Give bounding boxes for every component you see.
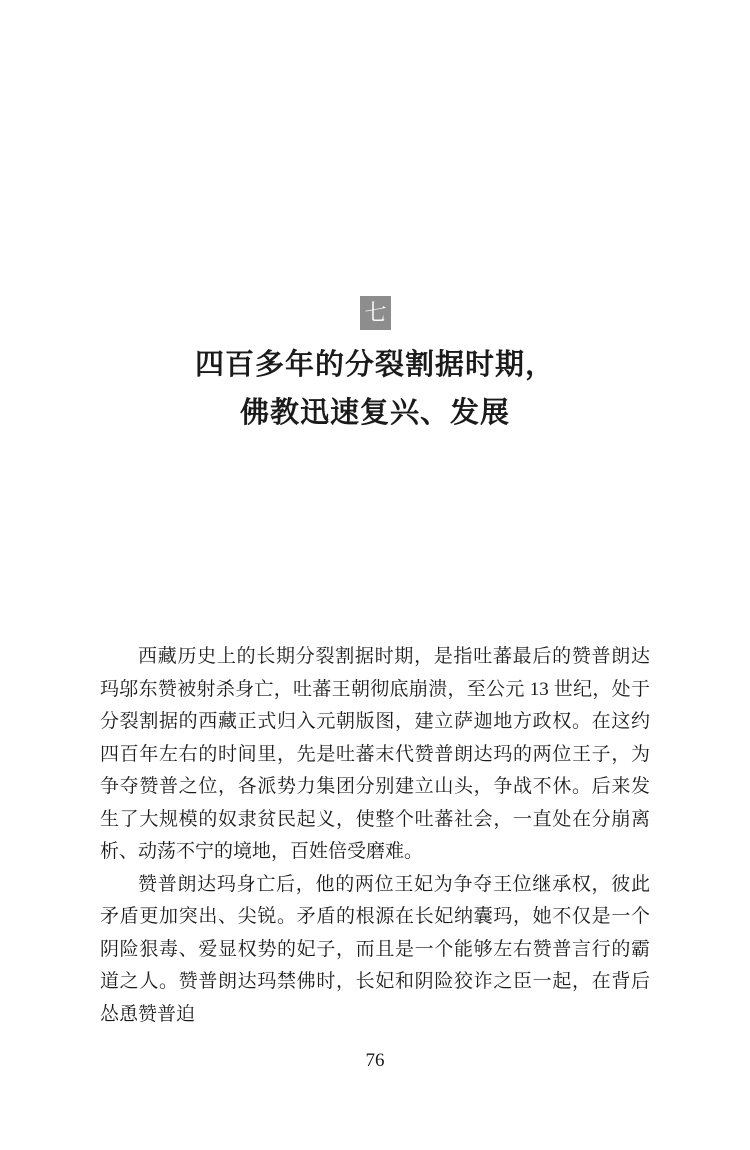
chapter-title-line-1: 四百多年的分裂割据时期， — [194, 349, 555, 381]
chapter-title — [0, 341, 750, 437]
chapter-number-badge: 七 — [360, 296, 391, 330]
chapter-title-line-2: 佛教迅速复兴、发展 — [239, 397, 510, 429]
page-number: 76 — [365, 1050, 385, 1071]
paragraph: 赞普朗达玛身亡后，他的两位王妃为争夺王位继承权，彼此矛盾更加突出、尖锐。矛盾的根源在长妃纳囊玛，她不仅是一个阴险狠毒、爱显权势的妃子，而且是一个能够左右赞普言行的霸道之人。赞普朗达玛禁佛时，长妃和阴险狡诈之臣一起，在背后怂恿赞普迫 — [100, 873, 650, 1025]
body-text — [100, 641, 650, 1031]
paragraph: 西藏历史上的长期分裂割据时期，是指吐蕃最后的赞普朗达玛邬东赞被射杀身亡，吐蕃王朝彻底崩溃，至公元 13 世纪，处于分裂割据的西藏正式归入元朝版图，建立萨迦地方政权。在这约四百年左右的时间里，先是吐蕃末代赞普朗达玛的两位王子，为争夺赞普之位，各派势力集团分别建立山头，争战不休。后来发生了大规模的奴隶贫民起义，使整个吐蕃社会，一直处在分崩离析、动荡不宁的境地，百姓倍受磨难。 — [100, 646, 650, 862]
